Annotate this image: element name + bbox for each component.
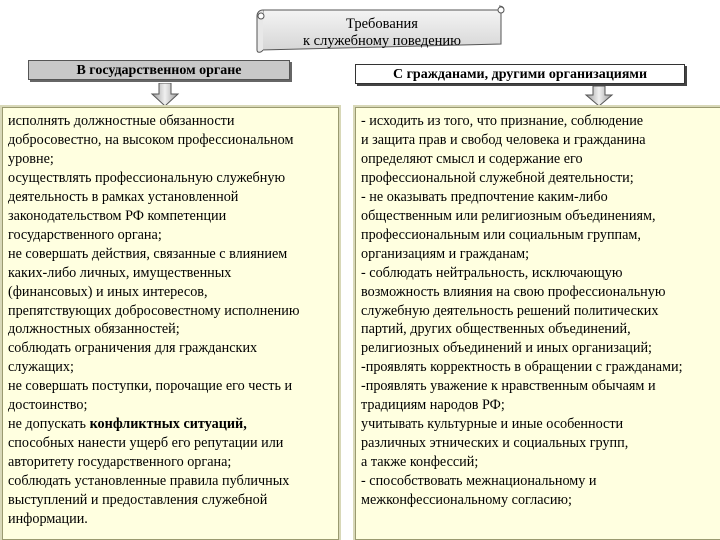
list-item: профессиональной служебной деятельности; [361,169,634,186]
title-scroll [253,4,507,54]
title-line-1: Требования [346,16,418,32]
list-item: законодательством РФ компетенции [8,207,227,224]
list-item: религиозных объединений и иных организаций; [361,340,652,357]
list-item: каких-либо личных, имущественных [8,264,232,281]
list-item: определяют смысл и содержание его [361,150,583,167]
list-item: - соблюдать нейтральность, исключающую [361,264,623,281]
list-item: - способствовать межнациональному и [361,473,597,490]
list-item: осуществлять профессиональную служебную [8,169,286,186]
list-item: - исходить из того, что признание, соблюдение [361,113,644,129]
list-item: не совершать поступки, порочащие его честь и [8,378,293,395]
list-item: уровне; [8,150,54,167]
down-arrow-icon [150,83,180,107]
list-item: должностных обязанностей; [8,321,180,338]
left-column-header: В государственном органе [28,60,290,80]
left-requirements-panel [2,107,339,540]
list-item: профессиональным или социальным группам, [361,226,641,243]
list-item-conflict [8,415,334,434]
list-item: возможность влияния на свою профессиональную [361,283,666,300]
list-item: традициям народов РФ; [361,397,505,414]
list-item: авторитету государственного органа; [8,454,232,471]
list-item: соблюдать ограничения для гражданских [8,340,258,357]
list-item: не совершать действия, связанные с влиянием [8,245,288,262]
list-item: препятствующих добросовестному исполнению [8,302,300,319]
title-line-2: к служебному поведению [302,33,461,49]
list-item: -проявлять корректность в обращении с гражданами; [361,359,683,376]
list-item: а также конфессий; [361,454,479,471]
list-item: межконфессиональному согласию; [361,492,572,509]
list-item: партий, других общественных объединений, [361,321,631,338]
list-item: различных этнических и социальных групп, [361,435,629,452]
list-item: общественным или религиозным объединениям, [361,207,656,224]
list-item: добросовестно, на высоком профессиональном [8,131,294,148]
list-item: исполнять должностные обязанности [8,113,235,129]
list-item: учитывать культурные и иные особенности [361,416,624,433]
list-item: информации. [8,511,88,528]
list-item: деятельность в рамках установленной [8,188,239,205]
conflict-bold-text: конфликтных ситуаций, [89,416,247,433]
right-column-header: С гражданами, другими организациями [355,64,685,84]
list-item: достоинство; [8,397,88,414]
page-title [267,16,497,50]
list-item: - не оказывать предпочтение каким-либо [361,188,608,205]
list-item: соблюдать установленные правила публичных [8,473,290,490]
list-item: (финансовых) и иных интересов, [8,283,208,300]
conflict-prefix: не допускать [8,416,90,433]
list-item: выступлений и предоставления служебной [8,492,268,509]
list-item: организациям и гражданам; [361,245,530,262]
down-arrow-icon [584,86,614,107]
list-item: служебную деятельность решений политических [361,302,659,319]
list-item: государственного органа; [8,226,162,243]
list-item: -проявлять уважение к нравственным обычаям и [361,378,656,395]
right-requirements-panel [355,107,720,540]
list-item: служащих; [8,359,74,376]
list-item: и защита прав и свобод человека и гражданина [361,131,646,148]
list-item: способных нанести ущерб его репутации или [8,435,284,452]
